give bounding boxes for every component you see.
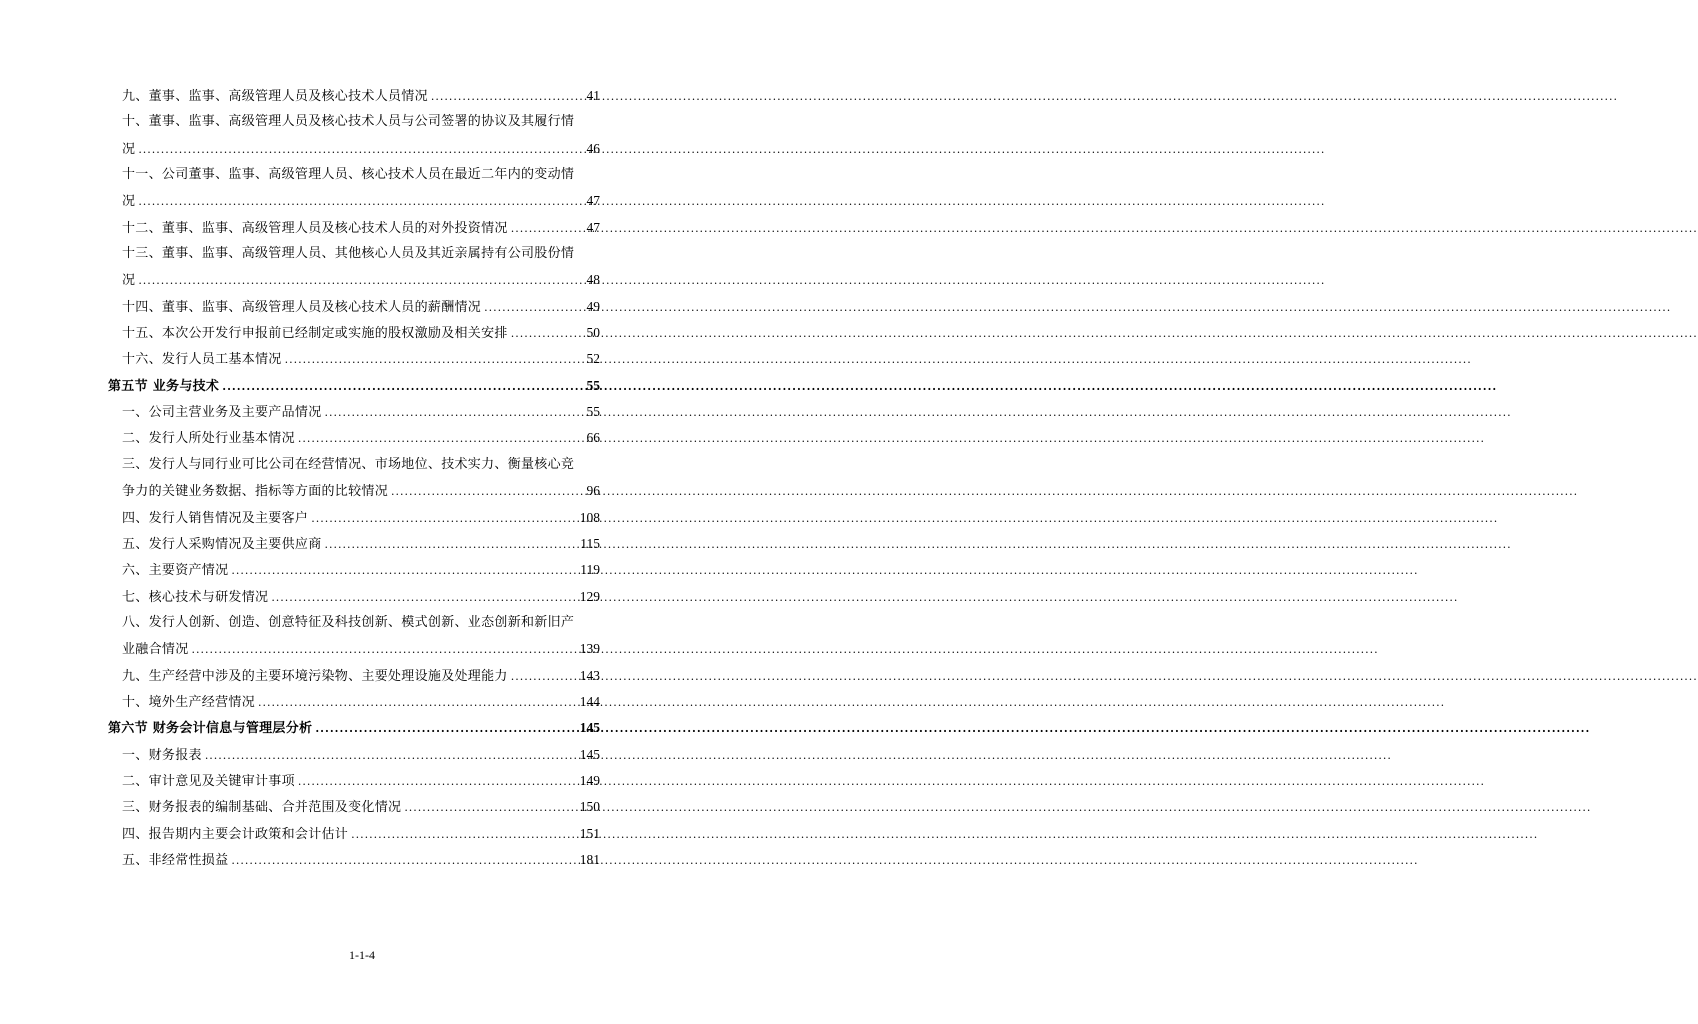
toc-entry-title: 八、发行人创新、创造、创意特征及科技创新、模式创新、业态创新和新旧产	[122, 614, 575, 630]
toc-entry[interactable]	[108, 847, 600, 873]
toc-leader-dots	[298, 426, 585, 452]
toc-entry[interactable]	[108, 162, 600, 188]
toc-entry-title: 十一、公司董事、监事、高级管理人员、核心技术人员在最近二年内的变动情	[122, 167, 575, 183]
toc-entry-title: 四、发行人销售情况及主要客户	[122, 510, 309, 526]
toc-leader-dots	[298, 769, 578, 795]
toc-leader-dots	[431, 84, 585, 110]
toc-page-number: 139	[579, 641, 600, 657]
toc-entry[interactable]	[108, 294, 600, 320]
toc-leader-dots	[271, 585, 577, 611]
toc-entry[interactable]	[108, 320, 600, 346]
toc-page-number: 145	[579, 720, 600, 736]
toc-page-number: 46	[586, 140, 600, 156]
toc-entry-title: 二、发行人所处行业基本情况	[122, 431, 295, 447]
toc-page-number: 145	[579, 746, 600, 762]
toc-page-number: 96	[586, 483, 600, 499]
toc-entry-title: 况	[122, 273, 136, 289]
toc-page-number: 55	[586, 404, 600, 420]
toc-entry[interactable]	[108, 689, 600, 715]
toc-entry[interactable]	[108, 531, 600, 557]
toc-entry-title: 十四、董事、监事、高级管理人员及核心技术人员的薪酬情况	[122, 299, 482, 315]
toc-entry[interactable]	[108, 109, 600, 135]
toc-entry[interactable]	[108, 425, 600, 451]
toc-entry[interactable]	[108, 768, 600, 794]
toc-leader-dots	[484, 295, 584, 321]
toc-leader-dots	[231, 848, 577, 874]
toc-entry-title: 六、主要资产情况	[122, 563, 229, 579]
toc-entry[interactable]	[108, 346, 600, 372]
toc-entry[interactable]	[108, 188, 600, 214]
toc-entry-title: 业融合情况	[122, 642, 189, 658]
toc-page-number: 108	[579, 509, 600, 525]
toc-page-number: 48	[586, 272, 600, 288]
toc-leader-dots	[311, 506, 578, 532]
toc-leader-dots	[391, 479, 584, 505]
toc-leader-dots	[351, 822, 578, 848]
toc-entry[interactable]	[108, 399, 600, 425]
toc-leader-dots	[404, 795, 577, 821]
toc-section-entry[interactable]	[108, 715, 600, 741]
toc-entry[interactable]	[108, 821, 600, 847]
toc-entry[interactable]	[108, 584, 600, 610]
toc-leader-dots	[222, 374, 584, 400]
toc-entry-title: 一、公司主营业务及主要产品情况	[122, 405, 322, 421]
toc-leader-dots	[315, 716, 577, 742]
toc-entry[interactable]	[108, 610, 600, 636]
toc-entry[interactable]	[108, 267, 600, 293]
toc-leader-dots	[511, 216, 585, 242]
toc-page-number: 115	[580, 535, 600, 551]
toc-entry-title: 十、董事、监事、高级管理人员及核心技术人员与公司签署的协议及其履行情	[122, 114, 575, 130]
toc-entry-title: 五、非经常性损益	[122, 852, 229, 868]
toc-page-number: 144	[579, 693, 600, 709]
toc-entry[interactable]	[108, 478, 600, 504]
toc-entry-title: 十六、发行人员工基本情况	[122, 352, 282, 368]
toc-entry[interactable]	[108, 505, 600, 531]
toc-entry-title: 一、财务报表	[122, 747, 202, 763]
toc-entry[interactable]	[108, 241, 600, 267]
toc-entry[interactable]	[108, 742, 600, 768]
toc-entry-title: 十五、本次公开发行申报前已经制定或实施的股权激励及相关安排	[122, 326, 508, 342]
toc-entry[interactable]	[108, 636, 600, 662]
toc-entry-title: 五、发行人采购情况及主要供应商	[122, 536, 322, 552]
toc-entry[interactable]	[108, 557, 600, 583]
toc-page-number: 181	[579, 851, 600, 867]
toc-entry[interactable]	[108, 136, 600, 162]
page-number: 1-1-4	[349, 948, 375, 962]
toc-leader-dots	[231, 558, 578, 584]
toc-entry-title: 三、发行人与同行业可比公司在经营情况、市场地位、技术实力、衡量核心竞	[122, 456, 575, 472]
toc-entry-title: 十、境外生产经营情况	[122, 694, 256, 710]
toc-section-entry[interactable]	[108, 373, 600, 399]
toc-leader-dots	[325, 532, 579, 558]
toc-page-number: 50	[586, 325, 600, 341]
toc-page-number: 149	[579, 772, 600, 788]
toc-entry-title: 第五节 业务与技术	[108, 378, 220, 394]
toc-entry-title: 四、报告期内主要会计政策和会计估计	[122, 826, 349, 842]
toc-page-number: 66	[586, 430, 600, 446]
toc-leader-dots	[511, 664, 578, 690]
toc-entry-title: 第六节 财务会计信息与管理层分析	[108, 721, 313, 737]
toc-page-number: 129	[579, 588, 600, 604]
toc-entry[interactable]	[108, 452, 600, 478]
toc-leader-dots	[258, 690, 578, 716]
toc-page-number: 119	[580, 562, 600, 578]
toc-entry-title: 九、生产经营中涉及的主要环境污染物、主要处理设施及处理能力	[122, 668, 508, 684]
toc-leader-dots	[138, 137, 584, 163]
toc-entry-title: 况	[122, 194, 136, 210]
toc-leader-dots	[285, 347, 585, 373]
toc-entry[interactable]	[108, 794, 600, 820]
toc-page-number: 55	[586, 377, 600, 393]
table-of-contents	[108, 83, 600, 873]
toc-entry-title: 三、财务报表的编制基础、合并范围及变化情况	[122, 800, 402, 816]
toc-entry-title: 争力的关键业务数据、指标等方面的比较情况	[122, 484, 389, 500]
toc-entry[interactable]	[108, 215, 600, 241]
toc-entry-title: 十二、董事、监事、高级管理人员及核心技术人员的对外投资情况	[122, 220, 508, 236]
toc-page-number: 52	[586, 351, 600, 367]
toc-leader-dots	[138, 268, 584, 294]
toc-leader-dots	[192, 637, 578, 663]
toc-entry-title: 二、审计意见及关键审计事项	[122, 773, 295, 789]
toc-entry-title: 九、董事、监事、高级管理人员及核心技术人员情况	[122, 89, 428, 104]
toc-entry[interactable]	[108, 663, 600, 689]
toc-leader-dots	[325, 400, 585, 426]
toc-entry-title: 七、核心技术与研发情况	[122, 589, 269, 605]
toc-page-number: 150	[579, 799, 600, 815]
toc-page-number: 49	[586, 298, 600, 314]
toc-page-number: 41	[586, 88, 600, 103]
toc-page-number: 143	[579, 667, 600, 683]
toc-entry[interactable]	[108, 83, 600, 109]
toc-page-number: 151	[579, 825, 600, 841]
toc-page-number: 47	[586, 193, 600, 209]
toc-entry-title: 十三、董事、监事、高级管理人员、其他核心人员及其近亲属持有公司股份情	[122, 246, 575, 262]
toc-leader-dots	[138, 189, 584, 215]
toc-entry-title: 况	[122, 141, 136, 157]
toc-page-number: 47	[586, 219, 600, 235]
toc-leader-dots	[205, 743, 578, 769]
toc-leader-dots	[511, 321, 585, 347]
